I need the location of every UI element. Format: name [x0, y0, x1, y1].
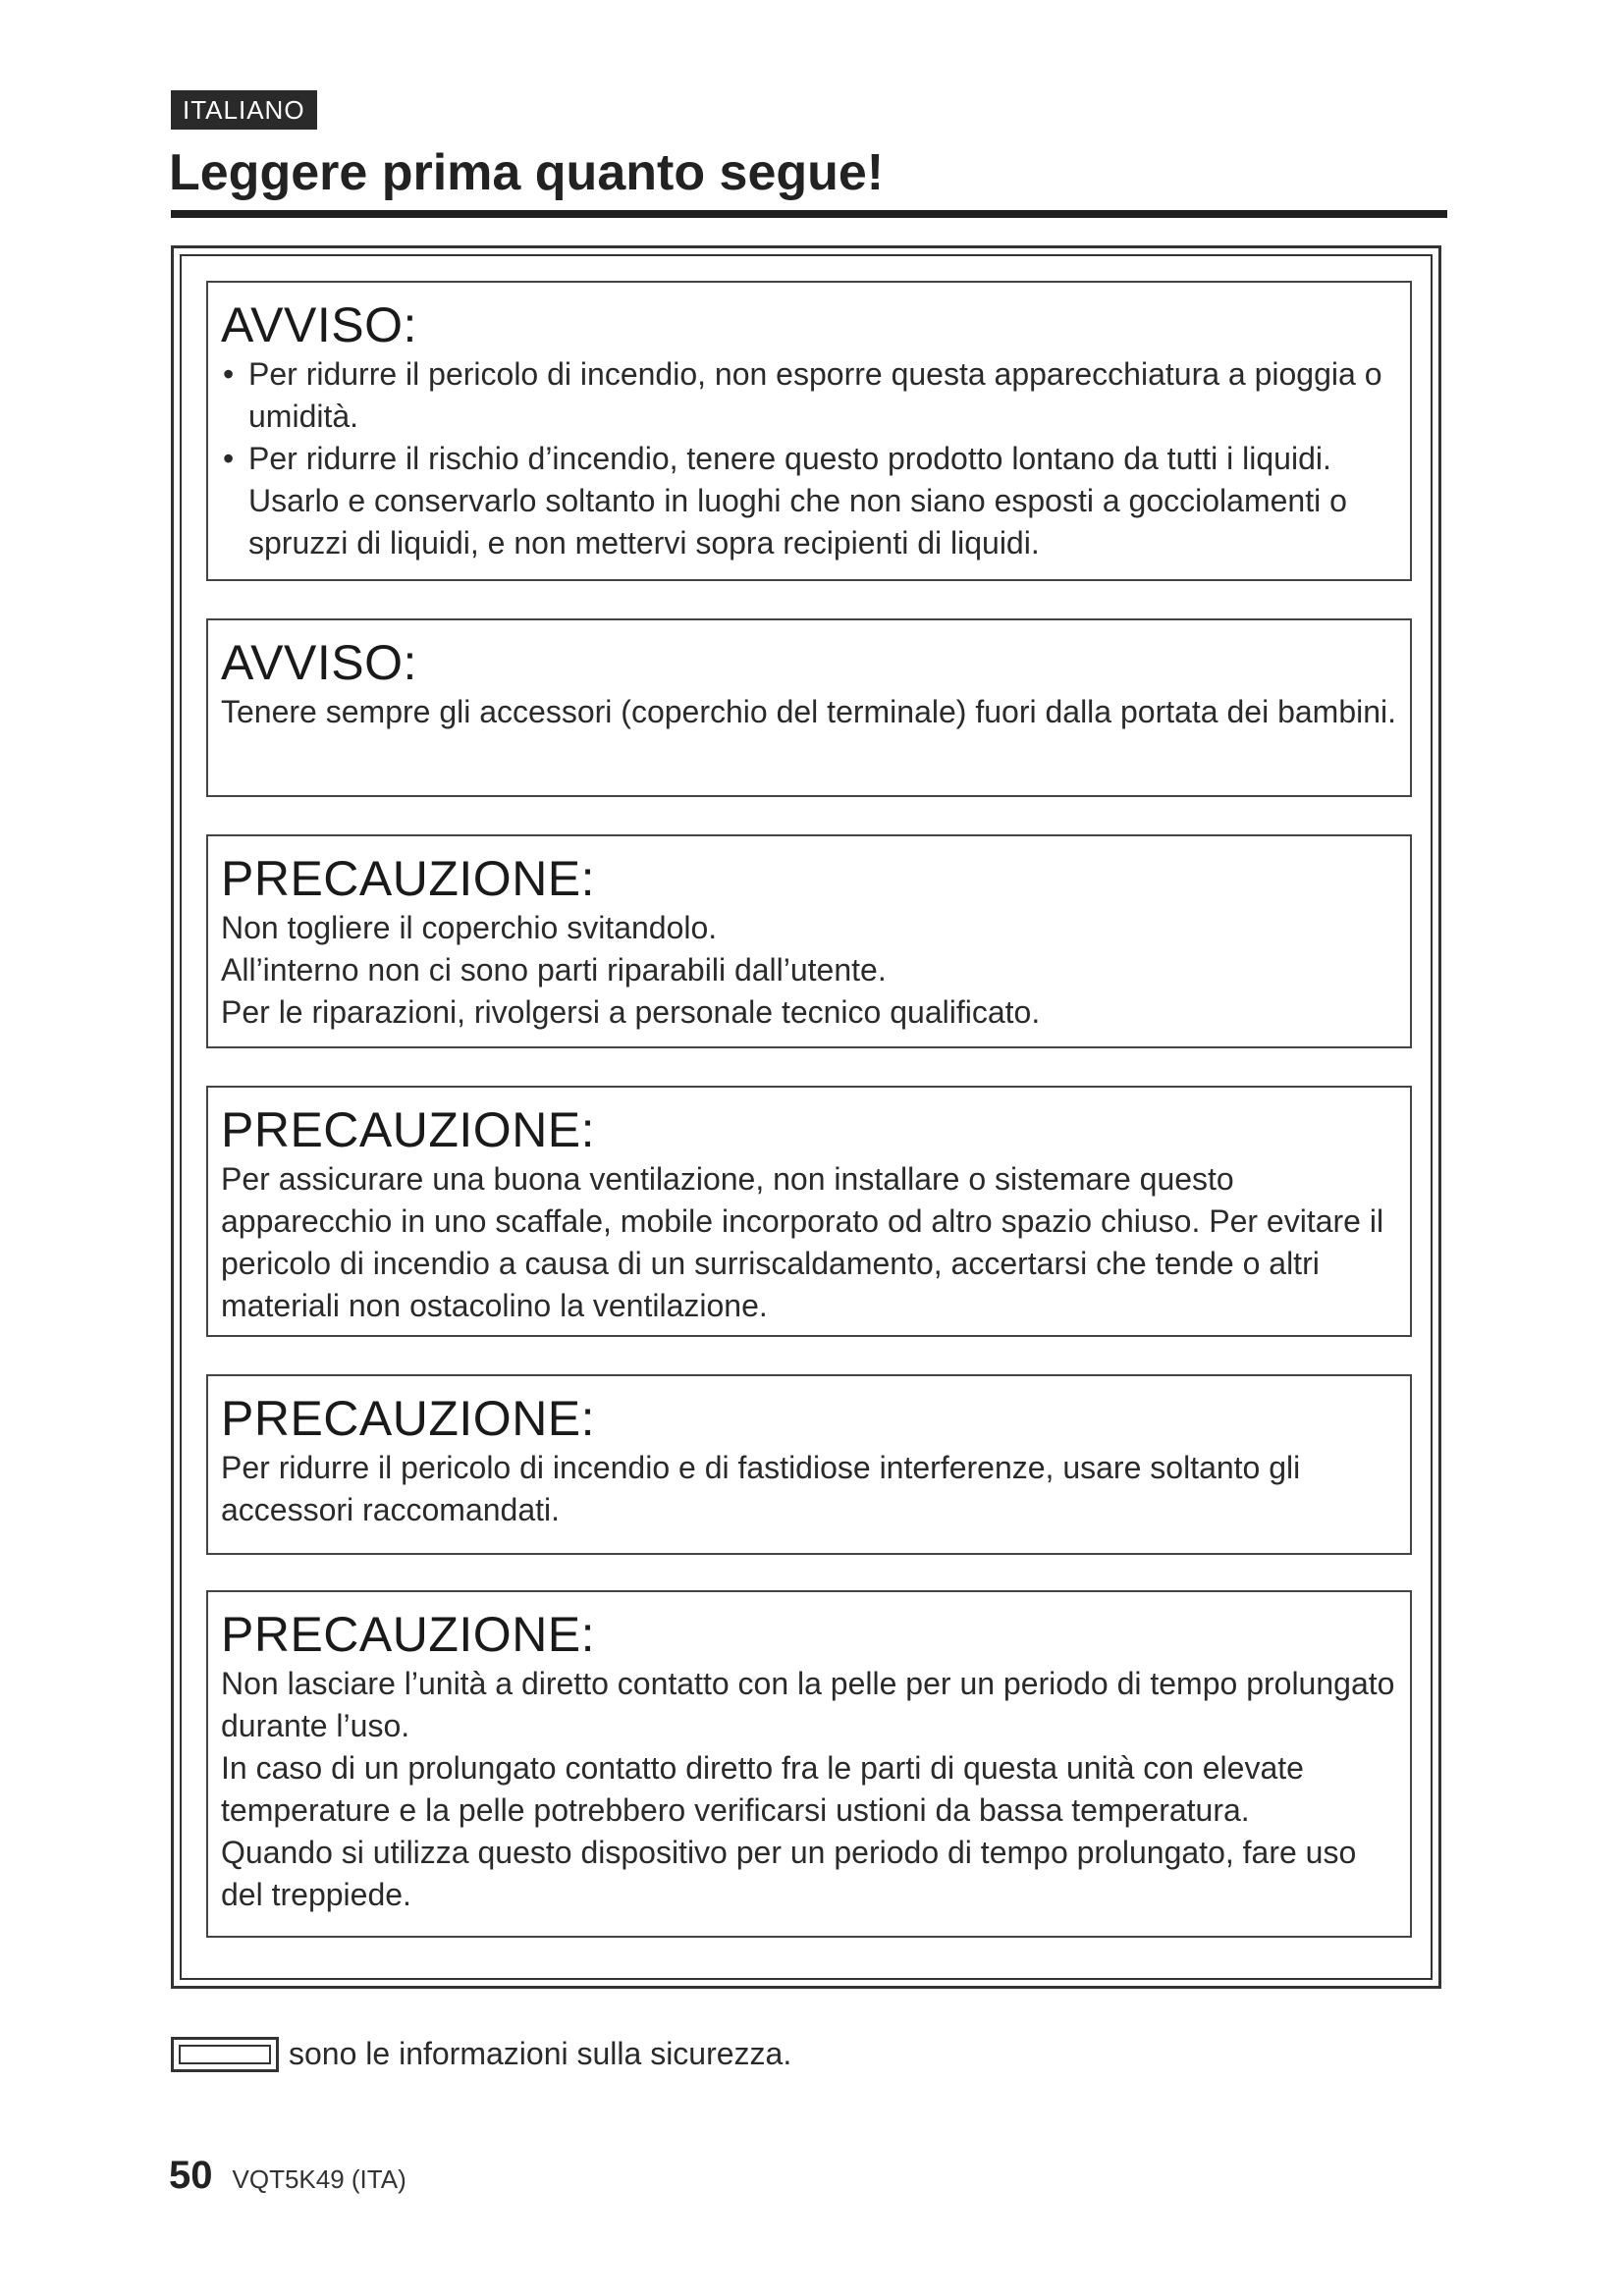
- legend-text: sono le informazioni sulla sicurezza.: [289, 2036, 792, 2071]
- page-footer: [169, 2154, 406, 2198]
- notice-caution-accessories: [206, 1374, 1412, 1555]
- notice-text: In caso di un prolungato contatto diretto fra le parti di questa unità con elevate temperature e la pelle potrebbero verificarsi ustioni da bassa temperatura.: [221, 1750, 1304, 1828]
- notice-text: Quando si utilizza questo dispositivo per un periodo di tempo prolungato, fare uso del treppiede.: [221, 1835, 1357, 1912]
- notice-heading: PRECAUZIONE:: [221, 851, 596, 906]
- notice-heading: AVVISO:: [221, 297, 417, 352]
- notice-text: All’interno non ci sono parti riparabili dall’utente.: [221, 952, 887, 988]
- notice-text: Per assicurare una buona ventilazione, non installare o sistemare questo apparecchio in uno scaffale, mobile incorporato od altro spazio chiuso. Per evitare il pericolo di incendio a causa di un surriscaldamento, accertarsi che tende o altri materiali non ostacolino la ventilazione.: [221, 1161, 1384, 1323]
- notice-warning-accessories: [206, 618, 1412, 797]
- frame-legend-icon: [171, 2037, 279, 2072]
- notice-bullet-list: [221, 353, 1398, 564]
- page-title: Leggere prima quanto segue!: [169, 144, 885, 201]
- safety-legend: [171, 2036, 791, 2072]
- language-badge: ITALIANO: [171, 90, 317, 130]
- title-divider: [171, 210, 1447, 218]
- notice-heading: PRECAUZIONE:: [221, 1607, 596, 1662]
- notice-caution-ventilation: [206, 1086, 1412, 1337]
- notice-heading: AVVISO:: [221, 635, 417, 690]
- page-number: 50: [169, 2154, 213, 2197]
- notice-heading: PRECAUZIONE:: [221, 1391, 596, 1446]
- notice-text: Per le riparazioni, rivolgersi a personale tecnico qualificato.: [221, 994, 1041, 1030]
- notice-caution-skin-contact: [206, 1590, 1412, 1938]
- notice-text: Non lasciare l’unità a diretto contatto con la pelle per un periodo di tempo prolungato durante l’uso.: [221, 1666, 1395, 1743]
- notice-heading: PRECAUZIONE:: [221, 1102, 596, 1157]
- notice-bullet: • Per ridurre il pericolo di incendio, non esporre questa apparecchiatura a pioggia o umidità.: [221, 353, 1398, 438]
- notice-caution-cover: [206, 834, 1412, 1048]
- notice-text: Non togliere il coperchio svitandolo.: [221, 910, 718, 945]
- notice-text: Tenere sempre gli accessori (coperchio del terminale) fuori dalla portata dei bambini.: [221, 694, 1397, 729]
- document-code: VQT5K49 (ITA): [232, 2164, 406, 2194]
- notice-text: Per ridurre il pericolo di incendio e di fastidiose interferenze, usare soltanto gli accessori raccomandati.: [221, 1450, 1301, 1527]
- notice-warning-moisture: [206, 281, 1412, 581]
- notice-bullet: • Per ridurre il rischio d’incendio, tenere questo prodotto lontano da tutti i liquidi. Usarlo e conservarlo soltanto in luoghi che non siano esposti a gocciolamenti o spruzzi di liquidi, e non mettervi sopra recipienti di liquidi.: [221, 438, 1398, 564]
